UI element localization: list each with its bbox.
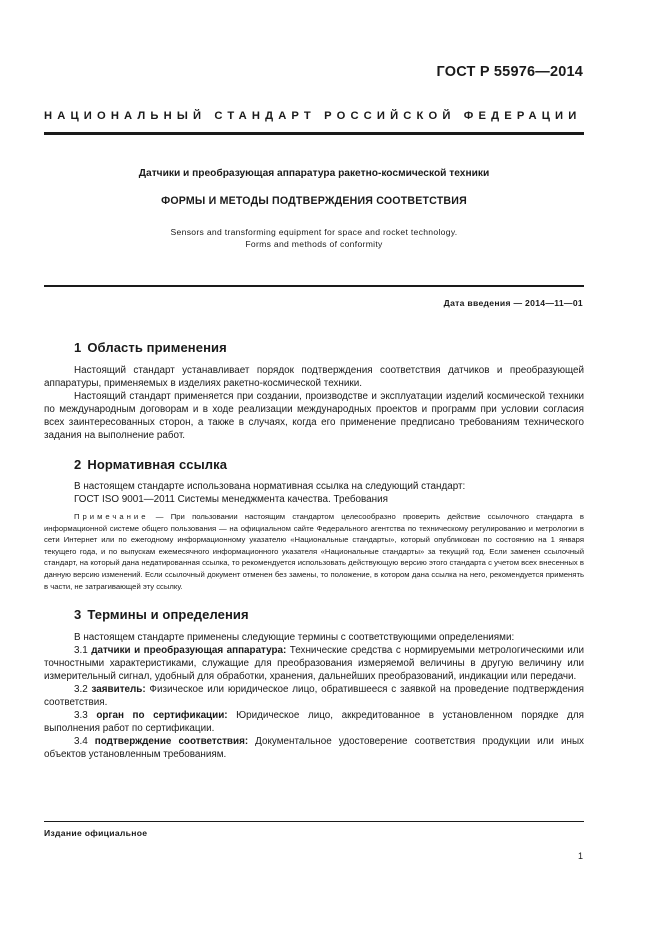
term-number: 3.3	[74, 710, 88, 722]
term-name: подтверждение соответствия:	[94, 736, 249, 748]
section-2-heading	[74, 457, 584, 472]
section-2-paragraph-1: В настоящем стандарте использована нормативная ссылка на следующий стандарт:	[74, 481, 466, 492]
term-3-1	[44, 644, 584, 683]
section-3-title: Термины и определения	[87, 607, 249, 623]
term-number: 3.1	[74, 645, 88, 657]
section-1-paragraph-2: Настоящий стандарт применяется при создании, производстве и эксплуатации изделий космической техники по международным договорам и в ходе реализации международных проектов и программ при условии согласия всех заинтересованных сторон, а также в случаях, когда его применение предписано требованиям технического задания на выполнение работ.	[44, 391, 584, 441]
section-1-title: Область применения	[87, 340, 227, 355]
section-3-heading	[74, 607, 584, 622]
term-definition: Документальное удостоверение соответствия продукции или иных объектов установленным требованиям.	[44, 736, 584, 761]
section-1-heading	[74, 340, 584, 355]
term-name: заявитель:	[91, 684, 146, 696]
header-rule	[44, 132, 584, 135]
term-name: датчики и преобразующая аппаратура:	[91, 645, 287, 657]
term-name: орган по сертификации:	[96, 710, 228, 722]
main-content	[44, 340, 585, 761]
footer-rule	[44, 821, 584, 822]
title-english-line2: Forms and methods of conformity	[245, 239, 383, 249]
term-definition: Технические средства с нормируемыми метрологическими или точностными характеристиками, служащие для преобразования измеряемой величины в другую величину или измерительный сигнал, удобный для обработки, хранения, дальнейших преобразований, индикации или передачи.	[44, 645, 585, 683]
introduction-date: Дата введения — 2014—11—01	[443, 298, 583, 308]
page-number: 1	[577, 851, 583, 861]
title-rule	[44, 285, 584, 287]
official-edition-label: Издание официальное	[44, 828, 148, 838]
term-number: 3.2	[74, 684, 88, 696]
term-definition: Юридическое лицо, аккредитованное в установленном порядке для выполнения работ по сертификации.	[44, 710, 584, 735]
section-2-title: Нормативная ссылка	[87, 457, 228, 472]
title-subtitle: ФОРМЫ И МЕТОДЫ ПОДТВЕРЖДЕНИЯ СООТВЕТСТВИЯ	[161, 195, 467, 207]
section-3-number: 3	[74, 607, 82, 623]
section-1-number: 1	[74, 340, 82, 355]
section-2-note	[44, 511, 584, 592]
title-english	[44, 226, 584, 250]
national-standard-heading: НАЦИОНАЛЬНЫЙ СТАНДАРТ РОССИЙСКОЙ ФЕДЕРАЦИИ	[44, 110, 582, 122]
term-definition: Физическое или юридическое лицо, обратившееся с заявкой на проведение подтверждения соответствия.	[44, 684, 584, 709]
section-3-intro: В настоящем стандарте применены следующие термины с соответствующими определениями:	[74, 632, 515, 644]
term-3-2	[44, 683, 584, 709]
document-number: ГОСТ Р 55976—2014	[436, 64, 583, 80]
section-2-number: 2	[74, 457, 82, 472]
term-3-4	[44, 735, 584, 761]
title-english-line1: Sensors and transforming equipment for space and rocket technology.	[170, 227, 458, 237]
section-1-paragraph-1: Настоящий стандарт устанавливает порядок подтверждения соответствия датчиков и преобразующей аппаратуры, применяемых в изделиях ракетно-космической техники.	[44, 365, 584, 389]
term-number: 3.4	[74, 736, 88, 748]
term-3-3	[44, 709, 584, 735]
note-label: Примечание	[74, 512, 149, 521]
title-russian: Датчики и преобразующая аппаратура ракетно-космической техники	[138, 168, 490, 179]
note-text: — При пользовании настоящим стандартом целесообразно проверить действие ссылочного стандарта в информационной системе общего пользования — на официальном сайте Федерального агентства по техническому регулированию и метрологии в сети Интернет или по ежегодному информационному указателю «Национальные стандарты», который опубликован по состоянию на 1 января текущего года, и по выпускам ежемесячного информационного указателя «Национальные стандарты» за текущий год. Если заменен ссылочный стандарт, на который дана недатированная ссылка, то рекомендуется использовать действующую версию этого стандарта с учетом всех внесенных в данную версию изменений. Если ссылочный документ отменен без замены, то положение, в котором дана ссылка на него, рекомендуется применять в части, не затрагивающей эту ссылку.	[44, 512, 584, 591]
section-2-reference: ГОСТ ISO 9001—2011 Системы менеджмента качества. Требования	[74, 494, 388, 505]
